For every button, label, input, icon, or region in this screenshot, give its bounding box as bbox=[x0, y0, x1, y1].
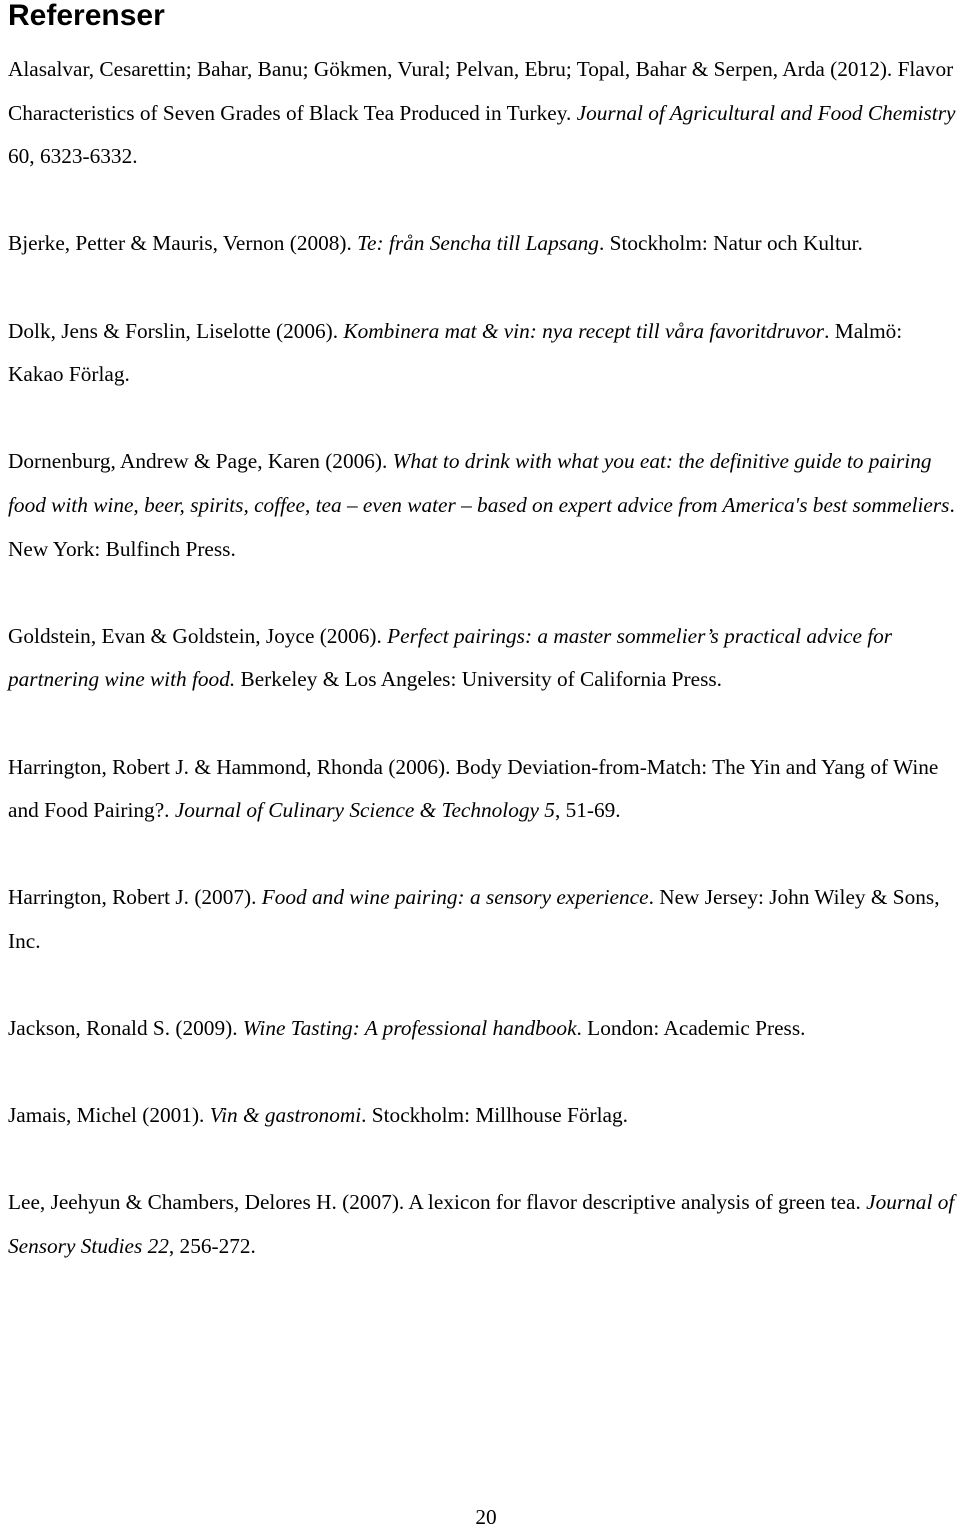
reference-title: Perfect pairings: a master sommelier’s practical advice for partnering wine with food. bbox=[8, 623, 893, 692]
reference-text: Goldstein, Evan & Goldstein, Joyce (2006). bbox=[8, 623, 388, 648]
reference-text: , 51-69. bbox=[554, 798, 621, 823]
reference-text: Dolk, Jens & Forslin, Liselotte (2006). bbox=[8, 318, 344, 343]
reference-text: Lee, Jeehyun & Chambers, Delores H. (2007). A lexicon for flavor descriptive analysis of green tea. bbox=[8, 1190, 867, 1215]
reference-list bbox=[8, 48, 960, 1312]
reference-title: Food and wine pairing: a sensory experience bbox=[261, 885, 649, 910]
reference-item bbox=[8, 1094, 960, 1138]
reference-text: . New Jersey: John Wiley & Sons, Inc. bbox=[8, 885, 940, 953]
reference-item bbox=[8, 48, 960, 179]
reference-item bbox=[8, 876, 960, 963]
reference-text: Dornenburg, Andrew & Page, Karen (2006). bbox=[8, 449, 393, 474]
reference-text: Berkeley & Los Angeles: University of California Press. bbox=[235, 667, 722, 692]
reference-text: Jackson, Ronald S. (2009). bbox=[8, 1016, 243, 1041]
reference-item bbox=[8, 615, 960, 702]
reference-text: . Stockholm: Millhouse Förlag. bbox=[361, 1103, 628, 1128]
reference-item bbox=[8, 1007, 960, 1051]
reference-item bbox=[8, 440, 960, 571]
reference-title: Wine Tasting: A professional handbook bbox=[242, 1016, 577, 1041]
reference-title: Kombinera mat & vin: nya recept till våra favoritdruvor bbox=[343, 318, 825, 343]
reference-text: . Stockholm: Natur och Kultur. bbox=[598, 231, 863, 256]
reference-title: Journal of Agricultural and Food Chemistry bbox=[576, 100, 956, 125]
reference-title: Te: från Sencha till Lapsang bbox=[357, 231, 599, 256]
reference-text: . New York: Bulfinch Press. bbox=[8, 492, 955, 561]
reference-text: Jamais, Michel (2001). bbox=[8, 1103, 210, 1128]
reference-item bbox=[8, 1181, 960, 1268]
page-number: 20 bbox=[475, 1505, 497, 1529]
reference-item bbox=[8, 746, 960, 833]
reference-text: , 256-272. bbox=[168, 1234, 256, 1259]
reference-text: Bjerke, Petter & Mauris, Vernon (2008). bbox=[8, 231, 358, 256]
reference-item bbox=[8, 310, 960, 397]
page-heading: Referenser bbox=[8, 0, 165, 32]
reference-text: Harrington, Robert J. & Hammond, Rhonda (2006). Body Deviation-from-Match: The Yin and Yang of Wine and Food Pairing?. bbox=[8, 754, 939, 823]
reference-text: . London: Academic Press. bbox=[576, 1016, 806, 1041]
reference-title: Vin & gastronomi bbox=[209, 1103, 362, 1128]
reference-title: Journal of Culinary Science & Technology 5 bbox=[174, 798, 555, 823]
reference-text: Harrington, Robert J. (2007). bbox=[8, 885, 262, 910]
reference-title: Journal of Sensory Studies 22 bbox=[8, 1190, 955, 1259]
reference-item bbox=[8, 222, 960, 266]
reference-text: . Malmö: Kakao Förlag. bbox=[8, 318, 903, 387]
reference-text: Alasalvar, Cesarettin; Bahar, Banu; Gökmen, Vural; Pelvan, Ebru; Topal, Bahar & Serpen, Arda (2012). Flavor Characteristics of Seven Grades of Black Tea Produced in Turkey. bbox=[8, 57, 954, 125]
reference-title: What to drink with what you eat: the definitive guide to pairing food with wine, beer, spirits, coffee, tea – even water – based on expert advice from America's best sommeliers bbox=[8, 449, 950, 517]
reference-text: 60, 6323-6332. bbox=[8, 144, 138, 169]
